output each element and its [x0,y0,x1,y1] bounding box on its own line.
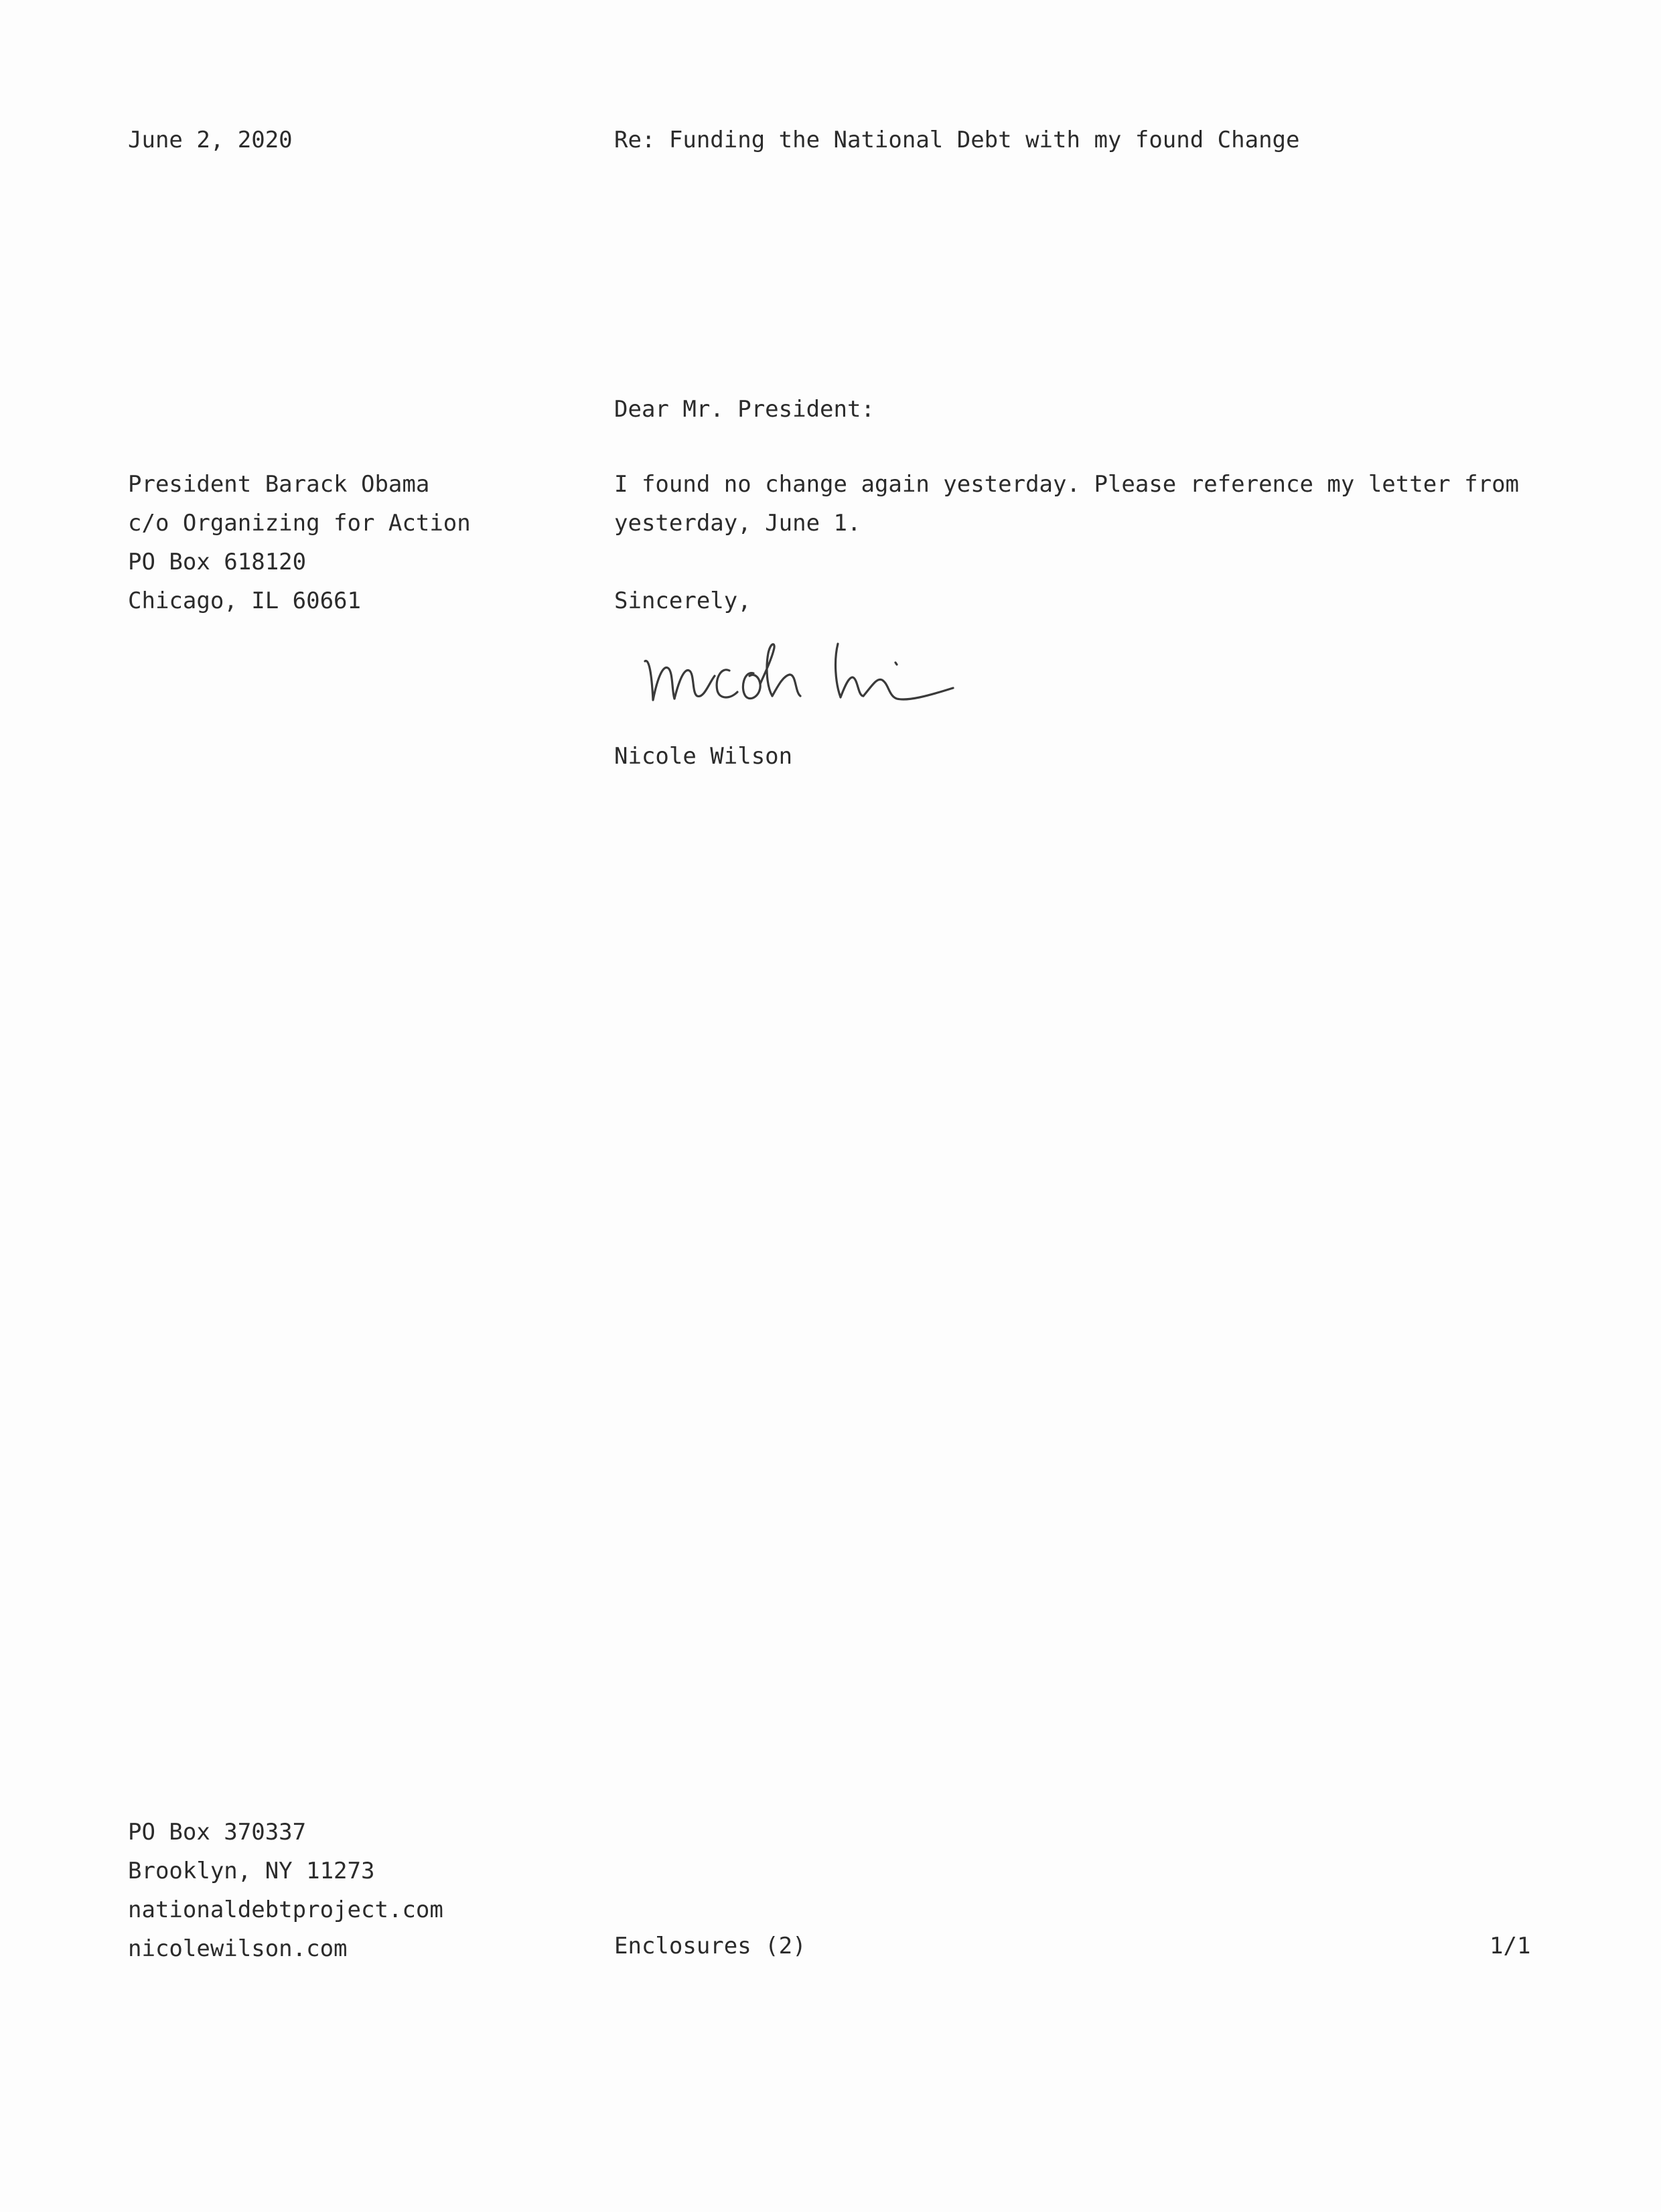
signer-name: Nicole Wilson [614,743,793,770]
letter-subject: Re: Funding the National Debt with my found Change [614,127,1300,153]
sender-line: Brooklyn, NY 11273 [128,1858,375,1884]
recipient-line: c/o Organizing for Action [128,510,471,537]
recipient-address [128,465,471,620]
recipient-line: President Barack Obama [128,471,430,498]
letter-body [614,465,1519,543]
handwritten-signature [640,626,961,720]
enclosures-note: Enclosures (2) [614,1933,806,1959]
sender-address [128,1813,443,1968]
body-line: I found no change again yesterday. Please reference my letter from [614,471,1520,498]
page-number: 1/1 [1490,1933,1531,1959]
recipient-line: PO Box 618120 [128,549,307,575]
sender-website: nicolewilson.com [128,1935,348,1962]
recipient-line: Chicago, IL 60661 [128,587,361,614]
sender-website: nationaldebtproject.com [128,1896,443,1923]
sender-line: PO Box 370337 [128,1819,307,1846]
body-line: yesterday, June 1. [614,510,861,537]
letter-date: June 2, 2020 [128,127,293,153]
closing: Sincerely, [614,587,751,614]
salutation: Dear Mr. President: [614,396,875,423]
